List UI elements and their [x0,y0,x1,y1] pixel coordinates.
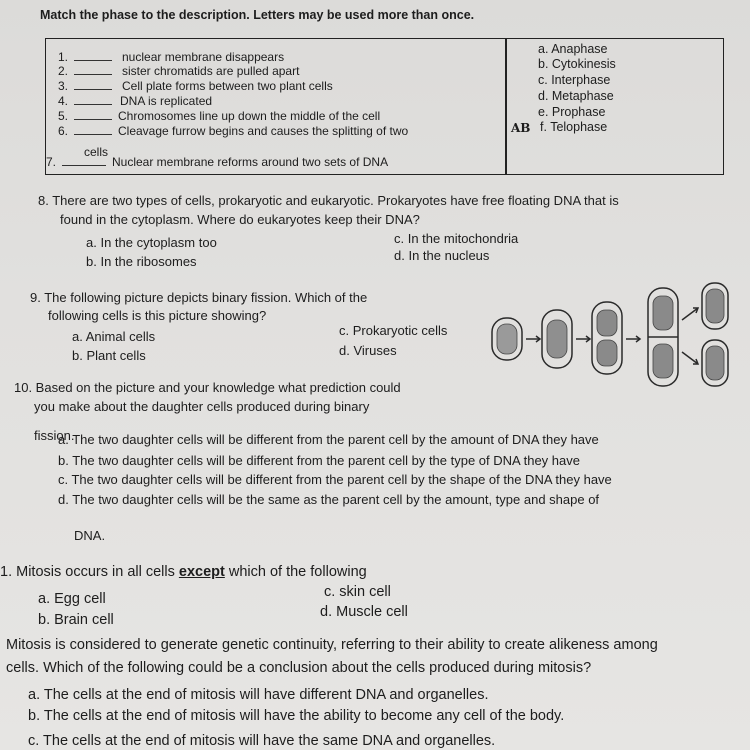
answer-blank-5[interactable] [74,109,112,120]
q11-prompt: 1. Mitosis occurs in all cells except which of the following [0,564,367,580]
q10-option-d-cont: DNA. [74,528,106,543]
q9-prompt-1: 9. The following picture depicts binary fission. Which of the [30,290,368,305]
matching-instructions: Match the phase to the description. Letters may be used more than once. [40,8,475,22]
q11-option-a[interactable]: a. Egg cell [38,591,106,607]
match-item-7: 7. Nuclear membrane reforms around two sets of DNA [45,155,389,169]
q10-option-b[interactable]: b. The two daughter cells will be different from the parent cell by the type of DNA they have [58,453,580,468]
q12-prompt-2: cells. Which of the following could be a conclusion about the cells produced during mitosis? [6,660,592,676]
q11-emphasis: except [178,564,225,580]
option-d: d. Metaphase [538,89,614,103]
answer-blank-6[interactable] [74,124,112,135]
q11-option-b[interactable]: b. Brain cell [38,612,114,628]
handwritten-mark: AB [511,121,531,135]
matching-table-divider [505,38,507,174]
binary-fission-figure [484,280,734,390]
q8-prompt-1: 8. There are two types of cells, prokaryotic and eukaryotic. Prokaryotes have free floating DNA that is [38,193,619,208]
option-a: a. Anaphase [538,42,608,56]
q9-option-c[interactable]: c. Prokaryotic cells [339,323,448,338]
answer-blank-7[interactable] [62,155,106,166]
match-item-6-cont: cells [84,145,109,159]
answer-blank-3[interactable] [74,79,112,90]
option-e: e. Prophase [538,105,606,119]
q11-option-d[interactable]: d. Muscle cell [320,604,408,620]
q8-option-b[interactable]: b. In the ribosomes [86,254,197,269]
match-item-3: 3. Cell plate forms between two plant cells [57,79,333,93]
option-c: c. Interphase [538,73,611,87]
q10-prompt-2: you make about the daughter cells produced during binary [34,399,370,414]
q10-prompt-3: fission. [34,428,75,443]
answer-blank-2[interactable] [74,64,112,75]
answer-blank-4[interactable] [74,94,112,105]
q11-option-c[interactable]: c. skin cell [324,584,391,600]
q12-option-b[interactable]: b. The cells at the end of mitosis will have the ability to become any cell of the body. [28,708,565,724]
q12-prompt-1: Mitosis is considered to generate genetic continuity, referring to their ability to create alikeness among [6,637,658,653]
q12-option-a[interactable]: a. The cells at the end of mitosis will have different DNA and organelles. [28,687,489,703]
q9-option-b[interactable]: b. Plant cells [72,348,146,363]
match-item-2: 2. sister chromatids are pulled apart [57,64,300,78]
q10-option-d[interactable]: d. The two daughter cells will be the same as the parent cell by the amount, type and shape of [58,492,600,507]
q9-prompt-2: following cells is this picture showing? [48,308,267,323]
q8-option-c[interactable]: c. In the mitochondria [394,231,519,246]
q10-prompt-1: 10. Based on the picture and your knowledge what prediction could [14,380,401,395]
match-item-5: 5. Chromosomes line up down the middle of the cell [57,109,381,123]
q8-option-a[interactable]: a. In the cytoplasm too [86,235,217,250]
match-item-6: 6. Cleavage furrow begins and causes the splitting of two [57,124,409,138]
q10-option-a[interactable]: a. The two daughter cells will be different from the parent cell by the amount of DNA they have [58,432,599,447]
q8-option-d[interactable]: d. In the nucleus [394,248,490,263]
q12-option-c[interactable]: c. The cells at the end of mitosis will have the same DNA and organelles. [28,733,496,749]
q9-option-a[interactable]: a. Animal cells [72,329,156,344]
answer-blank-1[interactable] [74,50,112,61]
match-item-4: 4. DNA is replicated [57,94,213,108]
option-b: b. Cytokinesis [538,57,616,71]
q8-prompt-2: found in the cytoplasm. Where do eukaryotes keep their DNA? [60,212,420,227]
option-f: f. Telophase [540,120,608,134]
match-item-1: 1. nuclear membrane disappears [57,50,285,64]
q9-option-d[interactable]: d. Viruses [339,343,397,358]
q10-option-c[interactable]: c. The two daughter cells will be different from the parent cell by the shape of the DNA they have [58,472,612,487]
